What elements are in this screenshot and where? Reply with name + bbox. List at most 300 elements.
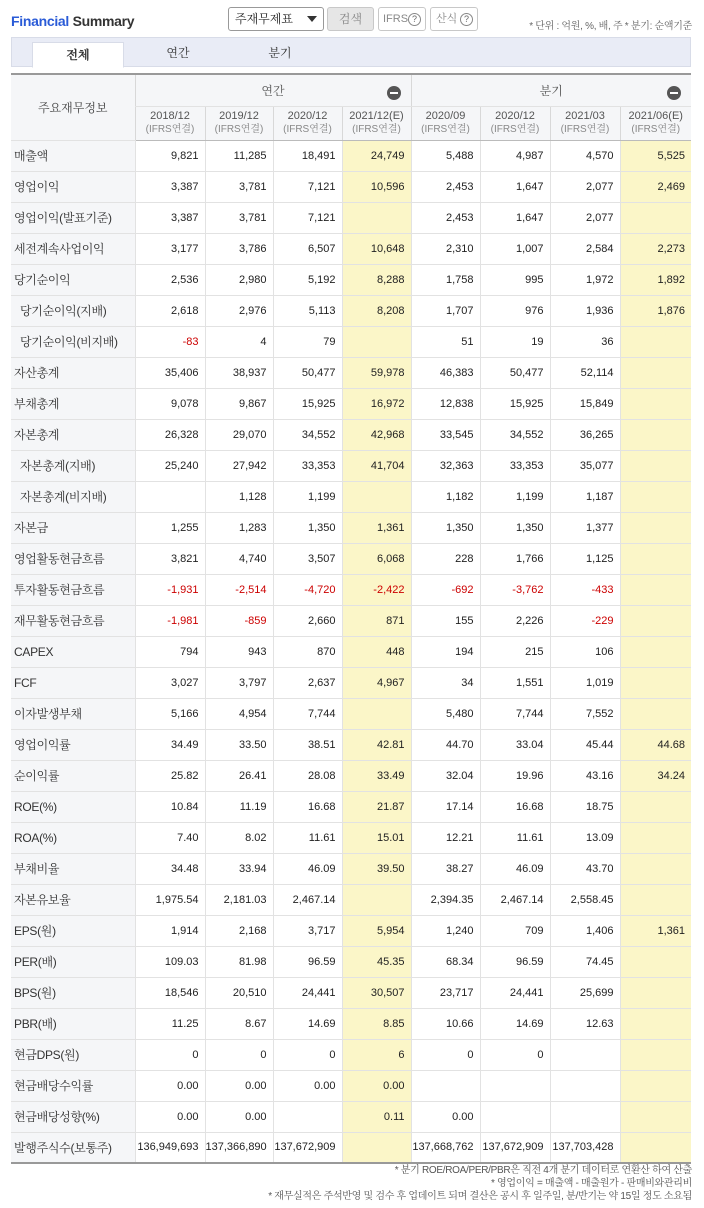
table-cell: 10,596 xyxy=(342,171,411,202)
table-cell: 1,758 xyxy=(411,264,480,295)
group-annual-header xyxy=(135,74,411,106)
tab-quarterly[interactable]: 분기 xyxy=(268,46,292,60)
table-cell: 1,007 xyxy=(480,233,550,264)
table-cell: 9,867 xyxy=(205,388,273,419)
table-cell: 10,648 xyxy=(342,233,411,264)
ifrs-help-button[interactable] xyxy=(378,7,426,31)
question-icon: ? xyxy=(460,13,473,26)
page-title xyxy=(11,13,134,29)
table-cell: 50,477 xyxy=(480,357,550,388)
table-cell: 5,488 xyxy=(411,140,480,171)
table-row xyxy=(11,636,691,667)
table-cell: 10.84 xyxy=(135,791,205,822)
row-label: 이자발생부채 xyxy=(11,698,135,729)
table-cell xyxy=(620,543,691,574)
table-cell: 5,480 xyxy=(411,698,480,729)
table-cell: 0.00 xyxy=(135,1070,205,1101)
table-cell xyxy=(620,574,691,605)
table-cell: 26.41 xyxy=(205,760,273,791)
table-cell xyxy=(550,1101,620,1132)
table-cell xyxy=(480,1070,550,1101)
table-cell: 1,128 xyxy=(205,481,273,512)
table-cell xyxy=(550,1039,620,1070)
table-cell: 2,077 xyxy=(550,202,620,233)
table-cell: 1,019 xyxy=(550,667,620,698)
table-cell: 7,744 xyxy=(480,698,550,729)
table-cell: 1,406 xyxy=(550,915,620,946)
table-cell: 38.51 xyxy=(273,729,342,760)
table-cell: 36,265 xyxy=(550,419,620,450)
period-header xyxy=(550,106,620,140)
table-cell xyxy=(620,1132,691,1163)
formula-help-button[interactable] xyxy=(430,7,478,31)
search-button[interactable]: 검색 xyxy=(327,7,374,31)
table-cell: 1,125 xyxy=(550,543,620,574)
table-cell: 0 xyxy=(411,1039,480,1070)
table-cell: 0.00 xyxy=(342,1070,411,1101)
row-label: 자본유보율 xyxy=(11,884,135,915)
table-cell: 20,510 xyxy=(205,977,273,1008)
row-label: 당기순이익(지배) xyxy=(11,295,135,326)
table-cell: 1,647 xyxy=(480,171,550,202)
table-cell: 15,925 xyxy=(480,388,550,419)
table-cell: 33,545 xyxy=(411,419,480,450)
table-cell: 9,078 xyxy=(135,388,205,419)
table-cell: 46.09 xyxy=(273,853,342,884)
table-cell: 74.45 xyxy=(550,946,620,977)
row-label: 자본금 xyxy=(11,512,135,543)
table-cell: 1,972 xyxy=(550,264,620,295)
table-cell: 2,181.03 xyxy=(205,884,273,915)
table-cell: 3,387 xyxy=(135,171,205,202)
table-row xyxy=(11,1101,691,1132)
row-label: 영업이익(발표기준) xyxy=(11,202,135,233)
row-label: ROA(%) xyxy=(11,822,135,853)
table-cell: 3,821 xyxy=(135,543,205,574)
table-cell: 137,672,909 xyxy=(273,1132,342,1163)
table-cell: 33,353 xyxy=(273,450,342,481)
table-cell: 2,469 xyxy=(620,171,691,202)
table-row xyxy=(11,760,691,791)
table-cell: 39.50 xyxy=(342,853,411,884)
table-cell: 33.04 xyxy=(480,729,550,760)
period-label: 2018/12 xyxy=(150,110,190,122)
table-cell: 106 xyxy=(550,636,620,667)
table-cell xyxy=(620,946,691,977)
summary-header xyxy=(0,0,704,36)
table-cell: 34.24 xyxy=(620,760,691,791)
table-cell: 44.70 xyxy=(411,729,480,760)
table-cell xyxy=(480,1101,550,1132)
table-cell xyxy=(620,667,691,698)
table-cell xyxy=(620,450,691,481)
table-cell: 46.09 xyxy=(480,853,550,884)
table-cell: 136,949,693 xyxy=(135,1132,205,1163)
period-label: 2020/12 xyxy=(495,110,535,122)
table-cell: 871 xyxy=(342,605,411,636)
row-label: 순이익률 xyxy=(11,760,135,791)
table-row xyxy=(11,946,691,977)
table-cell: 12.63 xyxy=(550,1008,620,1039)
period-basis: (IFRS연결) xyxy=(145,124,195,135)
table-cell xyxy=(620,977,691,1008)
table-cell xyxy=(620,357,691,388)
table-cell xyxy=(620,884,691,915)
table-cell: 11,285 xyxy=(205,140,273,171)
table-cell: -4,720 xyxy=(273,574,342,605)
table-cell: 4,954 xyxy=(205,698,273,729)
table-cell: 4 xyxy=(205,326,273,357)
table-cell: 25,240 xyxy=(135,450,205,481)
table-cell: 14.69 xyxy=(273,1008,342,1039)
table-cell: 34.48 xyxy=(135,853,205,884)
table-cell: -1,931 xyxy=(135,574,205,605)
table-cell: 33.94 xyxy=(205,853,273,884)
table-cell: 1,766 xyxy=(480,543,550,574)
table-cell xyxy=(342,202,411,233)
row-label: 발행주식수(보통주) xyxy=(11,1132,135,1163)
table-cell: 0.11 xyxy=(342,1101,411,1132)
table-cell: 0.00 xyxy=(205,1101,273,1132)
table-cell: 2,226 xyxy=(480,605,550,636)
table-cell: 3,781 xyxy=(205,171,273,202)
question-icon: ? xyxy=(408,13,421,26)
period-basis: (IFRS연결) xyxy=(490,124,540,135)
table-row xyxy=(11,543,691,574)
table-cell: 137,672,909 xyxy=(480,1132,550,1163)
table-cell: 448 xyxy=(342,636,411,667)
title-summary: Summary xyxy=(72,13,135,29)
row-label: 세전계속사업이익 xyxy=(11,233,135,264)
table-cell: 81.98 xyxy=(205,946,273,977)
table-cell xyxy=(342,1132,411,1163)
tab-all[interactable]: 전체 xyxy=(32,42,124,68)
table-cell: 11.61 xyxy=(480,822,550,853)
table-cell: 2,558.45 xyxy=(550,884,620,915)
table-cell: 1,361 xyxy=(342,512,411,543)
table-row xyxy=(11,171,691,202)
table-cell: 6,507 xyxy=(273,233,342,264)
group-quarter-header xyxy=(411,74,691,106)
period-header xyxy=(411,106,480,140)
table-cell: 3,387 xyxy=(135,202,205,233)
table-row xyxy=(11,357,691,388)
period-label: 2020/09 xyxy=(425,110,466,122)
table-cell: 1,551 xyxy=(480,667,550,698)
table-cell: 3,507 xyxy=(273,543,342,574)
table-cell: 2,584 xyxy=(550,233,620,264)
table-cell: 2,467.14 xyxy=(480,884,550,915)
table-row xyxy=(11,264,691,295)
table-row xyxy=(11,295,691,326)
table-cell: 1,283 xyxy=(205,512,273,543)
table-cell: 215 xyxy=(480,636,550,667)
table-cell: 24,441 xyxy=(273,977,342,1008)
table-cell: 19.96 xyxy=(480,760,550,791)
table-cell: 68.34 xyxy=(411,946,480,977)
table-cell: 0 xyxy=(205,1039,273,1070)
title-financial: Financial xyxy=(11,13,69,29)
table-cell: 19 xyxy=(480,326,550,357)
row-label: 현금배당성향(%) xyxy=(11,1101,135,1132)
table-cell: 35,077 xyxy=(550,450,620,481)
row-label: 부채총계 xyxy=(11,388,135,419)
table-cell: 96.59 xyxy=(480,946,550,977)
row-label: PBR(배) xyxy=(11,1008,135,1039)
table-cell: 12,838 xyxy=(411,388,480,419)
table-row xyxy=(11,1008,691,1039)
period-header xyxy=(273,106,342,140)
table-cell xyxy=(620,202,691,233)
table-cell: 34,552 xyxy=(273,419,342,450)
table-cell: 2,467.14 xyxy=(273,884,342,915)
table-cell xyxy=(342,884,411,915)
table-cell: 30,507 xyxy=(342,977,411,1008)
table-cell: 1,975.54 xyxy=(135,884,205,915)
table-cell: 2,976 xyxy=(205,295,273,326)
table-cell xyxy=(273,1101,342,1132)
row-label: EPS(원) xyxy=(11,915,135,946)
table-cell: -2,422 xyxy=(342,574,411,605)
table-cell xyxy=(620,1101,691,1132)
row-label: 현금배당수익률 xyxy=(11,1070,135,1101)
table-cell: 2,077 xyxy=(550,171,620,202)
period-basis: (IFRS연결) xyxy=(283,124,332,135)
table-cell: 15,849 xyxy=(550,388,620,419)
table-cell: 8.85 xyxy=(342,1008,411,1039)
statement-type-select[interactable] xyxy=(228,7,324,31)
table-cell: 2,536 xyxy=(135,264,205,295)
table-cell: 7,552 xyxy=(550,698,620,729)
period-header xyxy=(205,106,273,140)
table-row xyxy=(11,977,691,1008)
table-cell: 35,406 xyxy=(135,357,205,388)
row-label: 자본총계 xyxy=(11,419,135,450)
table-cell: 137,366,890 xyxy=(205,1132,273,1163)
table-cell: 1,350 xyxy=(273,512,342,543)
row-label: 재무활동현금흐름 xyxy=(11,605,135,636)
table-cell xyxy=(342,326,411,357)
group-quarter-label: 분기 xyxy=(539,83,563,98)
table-cell: 29,070 xyxy=(205,419,273,450)
table-cell: -2,514 xyxy=(205,574,273,605)
table-cell: 228 xyxy=(411,543,480,574)
table-cell: 23,717 xyxy=(411,977,480,1008)
table-cell: 24,441 xyxy=(480,977,550,1008)
table-cell: 1,187 xyxy=(550,481,620,512)
table-cell: 1,707 xyxy=(411,295,480,326)
row-label: 영업이익률 xyxy=(11,729,135,760)
table-cell: 2,980 xyxy=(205,264,273,295)
period-tabs xyxy=(11,37,691,67)
table-cell: 109.03 xyxy=(135,946,205,977)
table-cell xyxy=(620,326,691,357)
row-label: 자산총계 xyxy=(11,357,135,388)
table-cell: 59,978 xyxy=(342,357,411,388)
table-cell: 16.68 xyxy=(480,791,550,822)
table-cell: -3,762 xyxy=(480,574,550,605)
table-cell: 43.16 xyxy=(550,760,620,791)
table-row xyxy=(11,233,691,264)
table-cell: 21.87 xyxy=(342,791,411,822)
table-cell: 42,968 xyxy=(342,419,411,450)
table-cell: 25.82 xyxy=(135,760,205,791)
units-note: * 단위 : 억원, %, 배, 주 * 분기: 순액기준 xyxy=(529,21,692,32)
table-cell: 38,937 xyxy=(205,357,273,388)
table-cell: 870 xyxy=(273,636,342,667)
table-cell: 1,199 xyxy=(273,481,342,512)
table-cell: 11.61 xyxy=(273,822,342,853)
table-cell xyxy=(620,853,691,884)
row-label: 부채비율 xyxy=(11,853,135,884)
table-row xyxy=(11,884,691,915)
table-cell: 4,987 xyxy=(480,140,550,171)
table-cell: 1,647 xyxy=(480,202,550,233)
row-label: PER(배) xyxy=(11,946,135,977)
table-row xyxy=(11,822,691,853)
period-header xyxy=(342,106,411,140)
table-cell xyxy=(135,481,205,512)
period-label: 2020/12 xyxy=(287,110,328,122)
statement-type-value: 주재무제표 xyxy=(235,12,293,26)
table-cell: 43.70 xyxy=(550,853,620,884)
table-cell: 7.40 xyxy=(135,822,205,853)
collapse-quarter-icon[interactable] xyxy=(667,86,681,100)
footnote: * 재무실적은 주석반영 및 검수 후 업데이트 되며 결산은 공시 후 일주일, 분/반기는 약 15일 정도 소요됨 xyxy=(268,1191,692,1202)
table-cell: 7,744 xyxy=(273,698,342,729)
table-cell: 1,914 xyxy=(135,915,205,946)
table-cell: 14.69 xyxy=(480,1008,550,1039)
table-row xyxy=(11,574,691,605)
table-cell: 794 xyxy=(135,636,205,667)
tab-annual[interactable]: 연간 xyxy=(166,46,190,60)
formula-label: 산식 xyxy=(436,13,458,25)
period-basis: (IFRS연결) xyxy=(352,124,401,135)
table-cell: 41,704 xyxy=(342,450,411,481)
table-cell xyxy=(620,605,691,636)
table-cell: 995 xyxy=(480,264,550,295)
table-cell xyxy=(620,636,691,667)
footnotes xyxy=(268,1164,692,1203)
row-label: BPS(원) xyxy=(11,977,135,1008)
table-cell: 2,637 xyxy=(273,667,342,698)
table-cell xyxy=(620,791,691,822)
period-label: 2021/03 xyxy=(565,110,605,122)
row-label: 자본총계(지배) xyxy=(11,450,135,481)
table-cell: -229 xyxy=(550,605,620,636)
table-cell: 12.21 xyxy=(411,822,480,853)
table-cell: 4,967 xyxy=(342,667,411,698)
table-cell: 0 xyxy=(135,1039,205,1070)
table-cell: 943 xyxy=(205,636,273,667)
table-row xyxy=(11,202,691,233)
table-cell: 96.59 xyxy=(273,946,342,977)
period-label: 2019/12 xyxy=(219,110,259,122)
table-cell: 6 xyxy=(342,1039,411,1070)
table-cell: 18,546 xyxy=(135,977,205,1008)
row-label: 영업이익 xyxy=(11,171,135,202)
table-cell xyxy=(620,698,691,729)
table-cell: 6,068 xyxy=(342,543,411,574)
table-row xyxy=(11,729,691,760)
table-cell: 1,892 xyxy=(620,264,691,295)
table-cell: 2,453 xyxy=(411,171,480,202)
table-row xyxy=(11,1039,691,1070)
table-cell: 8,208 xyxy=(342,295,411,326)
table-cell: 33.50 xyxy=(205,729,273,760)
table-row xyxy=(11,481,691,512)
table-cell: 3,177 xyxy=(135,233,205,264)
table-cell: 1,255 xyxy=(135,512,205,543)
table-cell: 5,166 xyxy=(135,698,205,729)
table-cell: -859 xyxy=(205,605,273,636)
table-row xyxy=(11,1070,691,1101)
table-cell: 5,954 xyxy=(342,915,411,946)
table-cell xyxy=(620,388,691,419)
financial-summary-table xyxy=(11,73,691,1164)
table-cell: 33.49 xyxy=(342,760,411,791)
table-row xyxy=(11,450,691,481)
table-cell: 0.00 xyxy=(135,1101,205,1132)
table-cell: 2,453 xyxy=(411,202,480,233)
period-header xyxy=(135,106,205,140)
period-header xyxy=(620,106,691,140)
table-cell: 0 xyxy=(273,1039,342,1070)
table-cell: 52,114 xyxy=(550,357,620,388)
table-cell: 2,660 xyxy=(273,605,342,636)
footnote: * 영업이익 = 매출액 - 매출원가 - 판매비와관리비 xyxy=(490,1178,692,1189)
table-cell xyxy=(342,698,411,729)
table-cell: 34 xyxy=(411,667,480,698)
table-cell: 1,350 xyxy=(480,512,550,543)
chevron-down-icon xyxy=(307,16,317,22)
table-cell: 79 xyxy=(273,326,342,357)
table-cell: 11.25 xyxy=(135,1008,205,1039)
period-label: 2021/12(E) xyxy=(349,110,404,122)
table-cell: 8,288 xyxy=(342,264,411,295)
table-cell: 42.81 xyxy=(342,729,411,760)
table-cell xyxy=(620,1008,691,1039)
row-label: 매출액 xyxy=(11,140,135,171)
table-cell: 34.49 xyxy=(135,729,205,760)
table-cell: 194 xyxy=(411,636,480,667)
table-cell: 17.14 xyxy=(411,791,480,822)
table-cell: 1,377 xyxy=(550,512,620,543)
table-cell: 0.00 xyxy=(205,1070,273,1101)
table-cell: 9,821 xyxy=(135,140,205,171)
table-cell: 1,350 xyxy=(411,512,480,543)
table-cell: 15,925 xyxy=(273,388,342,419)
row-label: 현금DPS(원) xyxy=(11,1039,135,1070)
table-cell: 28.08 xyxy=(273,760,342,791)
period-label: 2021/06(E) xyxy=(628,110,683,122)
table-cell: 137,668,762 xyxy=(411,1132,480,1163)
table-cell: 155 xyxy=(411,605,480,636)
row-label: 투자활동현금흐름 xyxy=(11,574,135,605)
table-cell: 976 xyxy=(480,295,550,326)
table-cell: 5,113 xyxy=(273,295,342,326)
table-cell: 0.00 xyxy=(273,1070,342,1101)
table-row xyxy=(11,667,691,698)
ifrs-label: IFRS xyxy=(383,13,409,25)
collapse-annual-icon[interactable] xyxy=(387,86,401,100)
table-cell: 38.27 xyxy=(411,853,480,884)
table-row xyxy=(11,698,691,729)
table-cell: 13.09 xyxy=(550,822,620,853)
table-cell: -433 xyxy=(550,574,620,605)
table-cell: 1,240 xyxy=(411,915,480,946)
table-cell xyxy=(620,1039,691,1070)
